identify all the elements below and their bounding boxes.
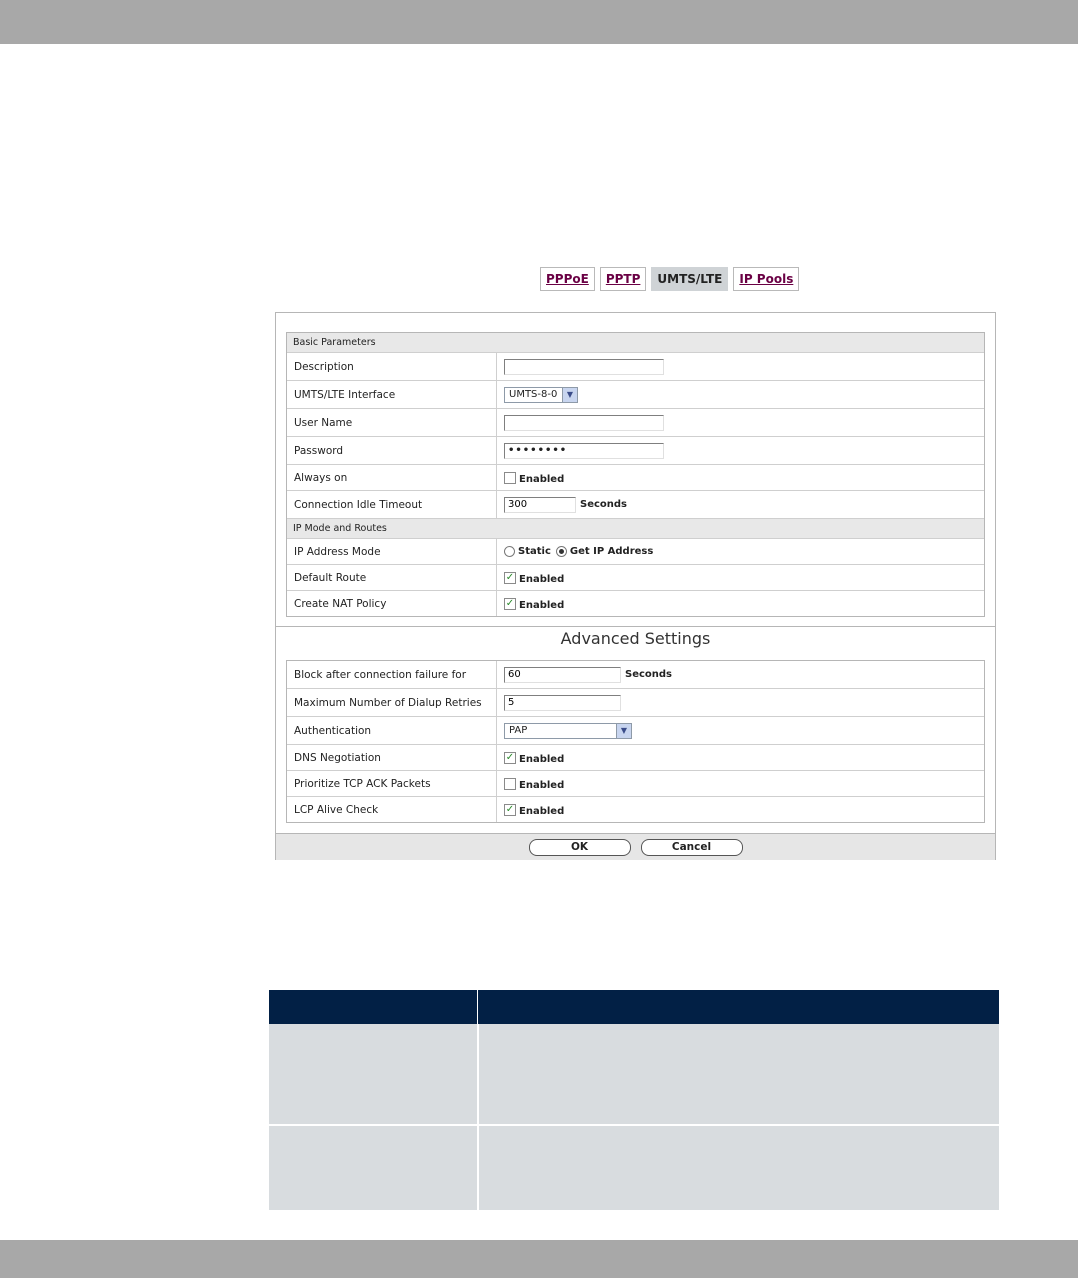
row-dns-negotiation [287, 745, 984, 771]
lcp-alive-label: LCP Alive Check [287, 797, 497, 822]
cancel-button[interactable]: Cancel [641, 839, 743, 856]
radio-get-ip-label: Get IP Address [569, 546, 654, 557]
row-nat-policy [287, 591, 984, 616]
row-block-after-failure [287, 661, 984, 689]
block-after-failure-label: Block after connection failure for [287, 661, 497, 688]
authentication-select[interactable] [504, 723, 632, 739]
settings-panel [275, 312, 996, 860]
button-bar [276, 833, 995, 860]
row-dialup-retries [287, 689, 984, 717]
authentication-label: Authentication [287, 717, 497, 744]
idle-timeout-input[interactable] [504, 497, 576, 513]
row-description [287, 353, 984, 381]
row-lcp-alive [287, 797, 984, 822]
radio-get-ip[interactable] [556, 546, 567, 557]
row-interface [287, 381, 984, 409]
username-label: User Name [287, 409, 497, 436]
description-label: Description [287, 353, 497, 380]
chevron-down-icon[interactable]: ▼ [616, 724, 631, 738]
bottom-bar [0, 1240, 1078, 1278]
block-after-failure-input[interactable] [504, 667, 621, 683]
block-after-failure-unit: Seconds [625, 669, 673, 680]
idle-timeout-unit: Seconds [580, 499, 628, 510]
always-on-checkbox[interactable] [504, 472, 516, 484]
advanced-settings-box [286, 660, 985, 823]
description-input[interactable] [504, 359, 664, 375]
always-on-enabled-label: Enabled [519, 473, 565, 485]
lcp-alive-checkbox[interactable]: ✓ [505, 803, 515, 815]
tcp-ack-enabled-label: Enabled [519, 779, 565, 791]
tab-pptp[interactable]: PPTP [600, 267, 647, 291]
table-header [269, 990, 999, 1024]
table-cell [479, 1126, 999, 1210]
interface-select[interactable] [504, 387, 578, 403]
radio-static[interactable] [504, 546, 515, 557]
row-tcp-ack [287, 771, 984, 797]
default-route-checkbox[interactable]: ✓ [505, 571, 515, 583]
nat-policy-enabled-label: Enabled [519, 599, 565, 611]
basic-settings-box [286, 332, 985, 617]
default-route-enabled-label: Enabled [519, 573, 565, 585]
table-cell [479, 1024, 999, 1124]
interface-select-value: UMTS-8-0 [509, 389, 558, 400]
interface-label: UMTS/LTE Interface [287, 381, 497, 408]
nat-policy-checkbox[interactable]: ✓ [505, 597, 515, 609]
dns-negotiation-checkbox[interactable]: ✓ [505, 751, 515, 763]
table-row [269, 1126, 999, 1210]
lcp-alive-enabled-label: Enabled [519, 805, 565, 817]
tab-ip-pools[interactable]: IP Pools [733, 267, 799, 291]
tcp-ack-checkbox[interactable] [504, 778, 516, 790]
dns-negotiation-label: DNS Negotiation [287, 745, 497, 770]
section-basic-parameters: Basic Parameters [287, 333, 984, 353]
row-ip-address-mode [287, 539, 984, 565]
row-authentication [287, 717, 984, 745]
dialup-retries-label: Maximum Number of Dialup Retries [287, 689, 497, 716]
row-idle-timeout [287, 491, 984, 519]
nat-policy-label: Create NAT Policy [287, 591, 497, 616]
default-route-label: Default Route [287, 565, 497, 590]
advanced-settings-title[interactable]: Advanced Settings [560, 629, 711, 648]
dns-negotiation-enabled-label: Enabled [519, 753, 565, 765]
table-header-cell [269, 990, 478, 1024]
row-username [287, 409, 984, 437]
advanced-divider [276, 626, 995, 627]
row-always-on [287, 465, 984, 491]
tab-umts-lte[interactable]: UMTS/LTE [651, 267, 728, 291]
tab-bar [540, 267, 799, 291]
always-on-label: Always on [287, 465, 497, 490]
ip-mode-label: IP Address Mode [287, 539, 497, 564]
ok-button[interactable]: OK [529, 839, 631, 856]
radio-static-label: Static [518, 546, 551, 557]
tcp-ack-label: Prioritize TCP ACK Packets [287, 771, 497, 796]
row-default-route [287, 565, 984, 591]
row-password [287, 437, 984, 465]
table-cell [269, 1024, 479, 1124]
username-input[interactable] [504, 415, 664, 431]
password-label: Password [287, 437, 497, 464]
authentication-select-value: PAP [509, 725, 528, 736]
section-ip-mode: IP Mode and Routes [287, 519, 984, 539]
table-row [269, 1024, 999, 1126]
tab-pppoe[interactable]: PPPoE [540, 267, 595, 291]
dialup-retries-input[interactable] [504, 695, 621, 711]
password-input[interactable]: •••••••• [504, 443, 664, 459]
table-cell [269, 1126, 479, 1210]
top-bar [0, 0, 1078, 44]
idle-timeout-label: Connection Idle Timeout [287, 491, 497, 518]
description-table [269, 990, 999, 1210]
chevron-down-icon[interactable]: ▼ [562, 388, 577, 402]
